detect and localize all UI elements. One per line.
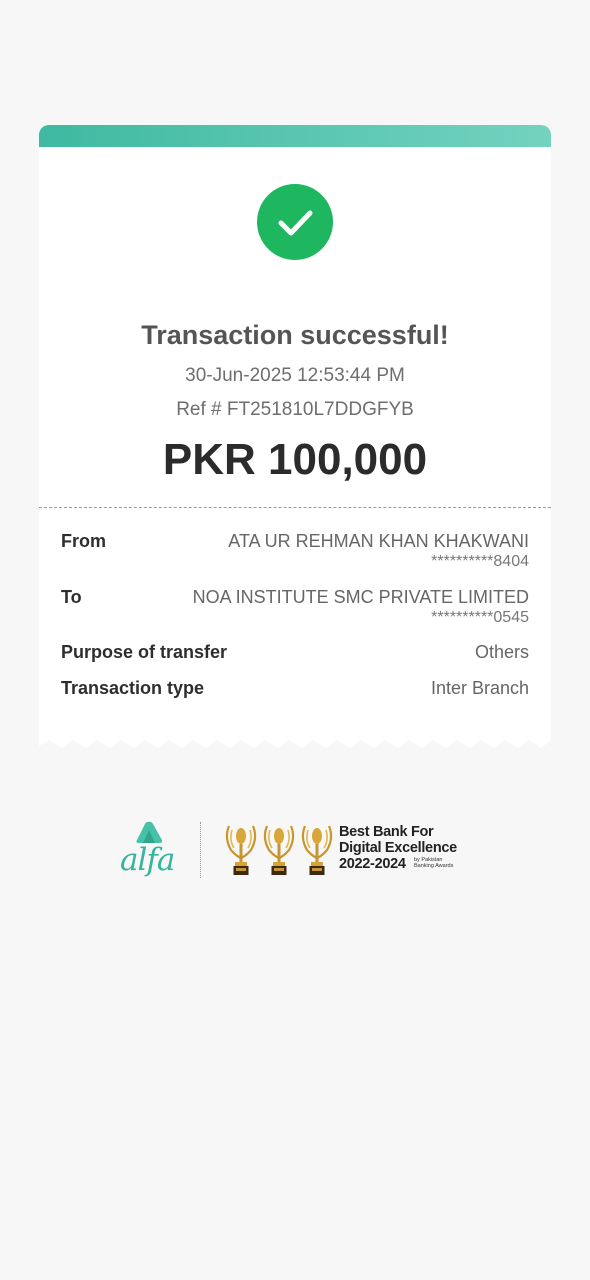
- alfa-logo-text: alfa: [120, 842, 175, 878]
- receipt-header-bar: [39, 125, 551, 147]
- from-value: [228, 531, 529, 571]
- transaction-details: [39, 508, 551, 734]
- award-line-3: 2022-2024: [339, 856, 406, 872]
- to-name: NOA INSTITUTE SMC PRIVATE LIMITED: [192, 587, 529, 607]
- receipt-summary: [39, 147, 551, 507]
- to-label: To: [61, 587, 82, 607]
- success-check-icon: [257, 184, 333, 260]
- transaction-datetime: 30-Jun-2025 12:53:44 PM: [185, 365, 405, 386]
- award-by: by Pakistan Banking Awards: [414, 857, 454, 869]
- branding-separator: [200, 822, 201, 878]
- to-account: **********0545: [431, 609, 529, 626]
- type-value: Inter Branch: [430, 678, 529, 698]
- transaction-receipt: [39, 125, 551, 748]
- detail-row-type: [61, 678, 529, 699]
- alfa-logo: [118, 818, 180, 882]
- transaction-reference: Ref # FT251810L7DDGFYB: [176, 399, 414, 420]
- purpose-label: Purpose of transfer: [61, 642, 228, 662]
- transaction-status-title: Transaction successful!: [141, 320, 449, 350]
- from-name: ATA UR REHMAN KHAN KHAKWANI: [228, 531, 529, 551]
- type-label: Transaction type: [61, 678, 205, 698]
- purpose-value: Others: [474, 642, 529, 662]
- detail-row-from: [61, 531, 529, 571]
- to-value: [193, 587, 529, 627]
- award-line-2: Digital Excellence: [339, 840, 457, 856]
- award-text: [339, 824, 457, 872]
- detail-row-purpose: [61, 642, 529, 663]
- receipt-torn-edge: [39, 734, 551, 748]
- from-account: **********8404: [431, 553, 529, 570]
- award-line-1: Best Bank For: [339, 824, 434, 840]
- transaction-amount: PKR 100,000: [162, 435, 428, 484]
- from-label: From: [61, 531, 106, 551]
- award-trophies-icon: [222, 822, 336, 878]
- detail-row-to: [61, 587, 529, 627]
- footer-branding: [118, 818, 458, 882]
